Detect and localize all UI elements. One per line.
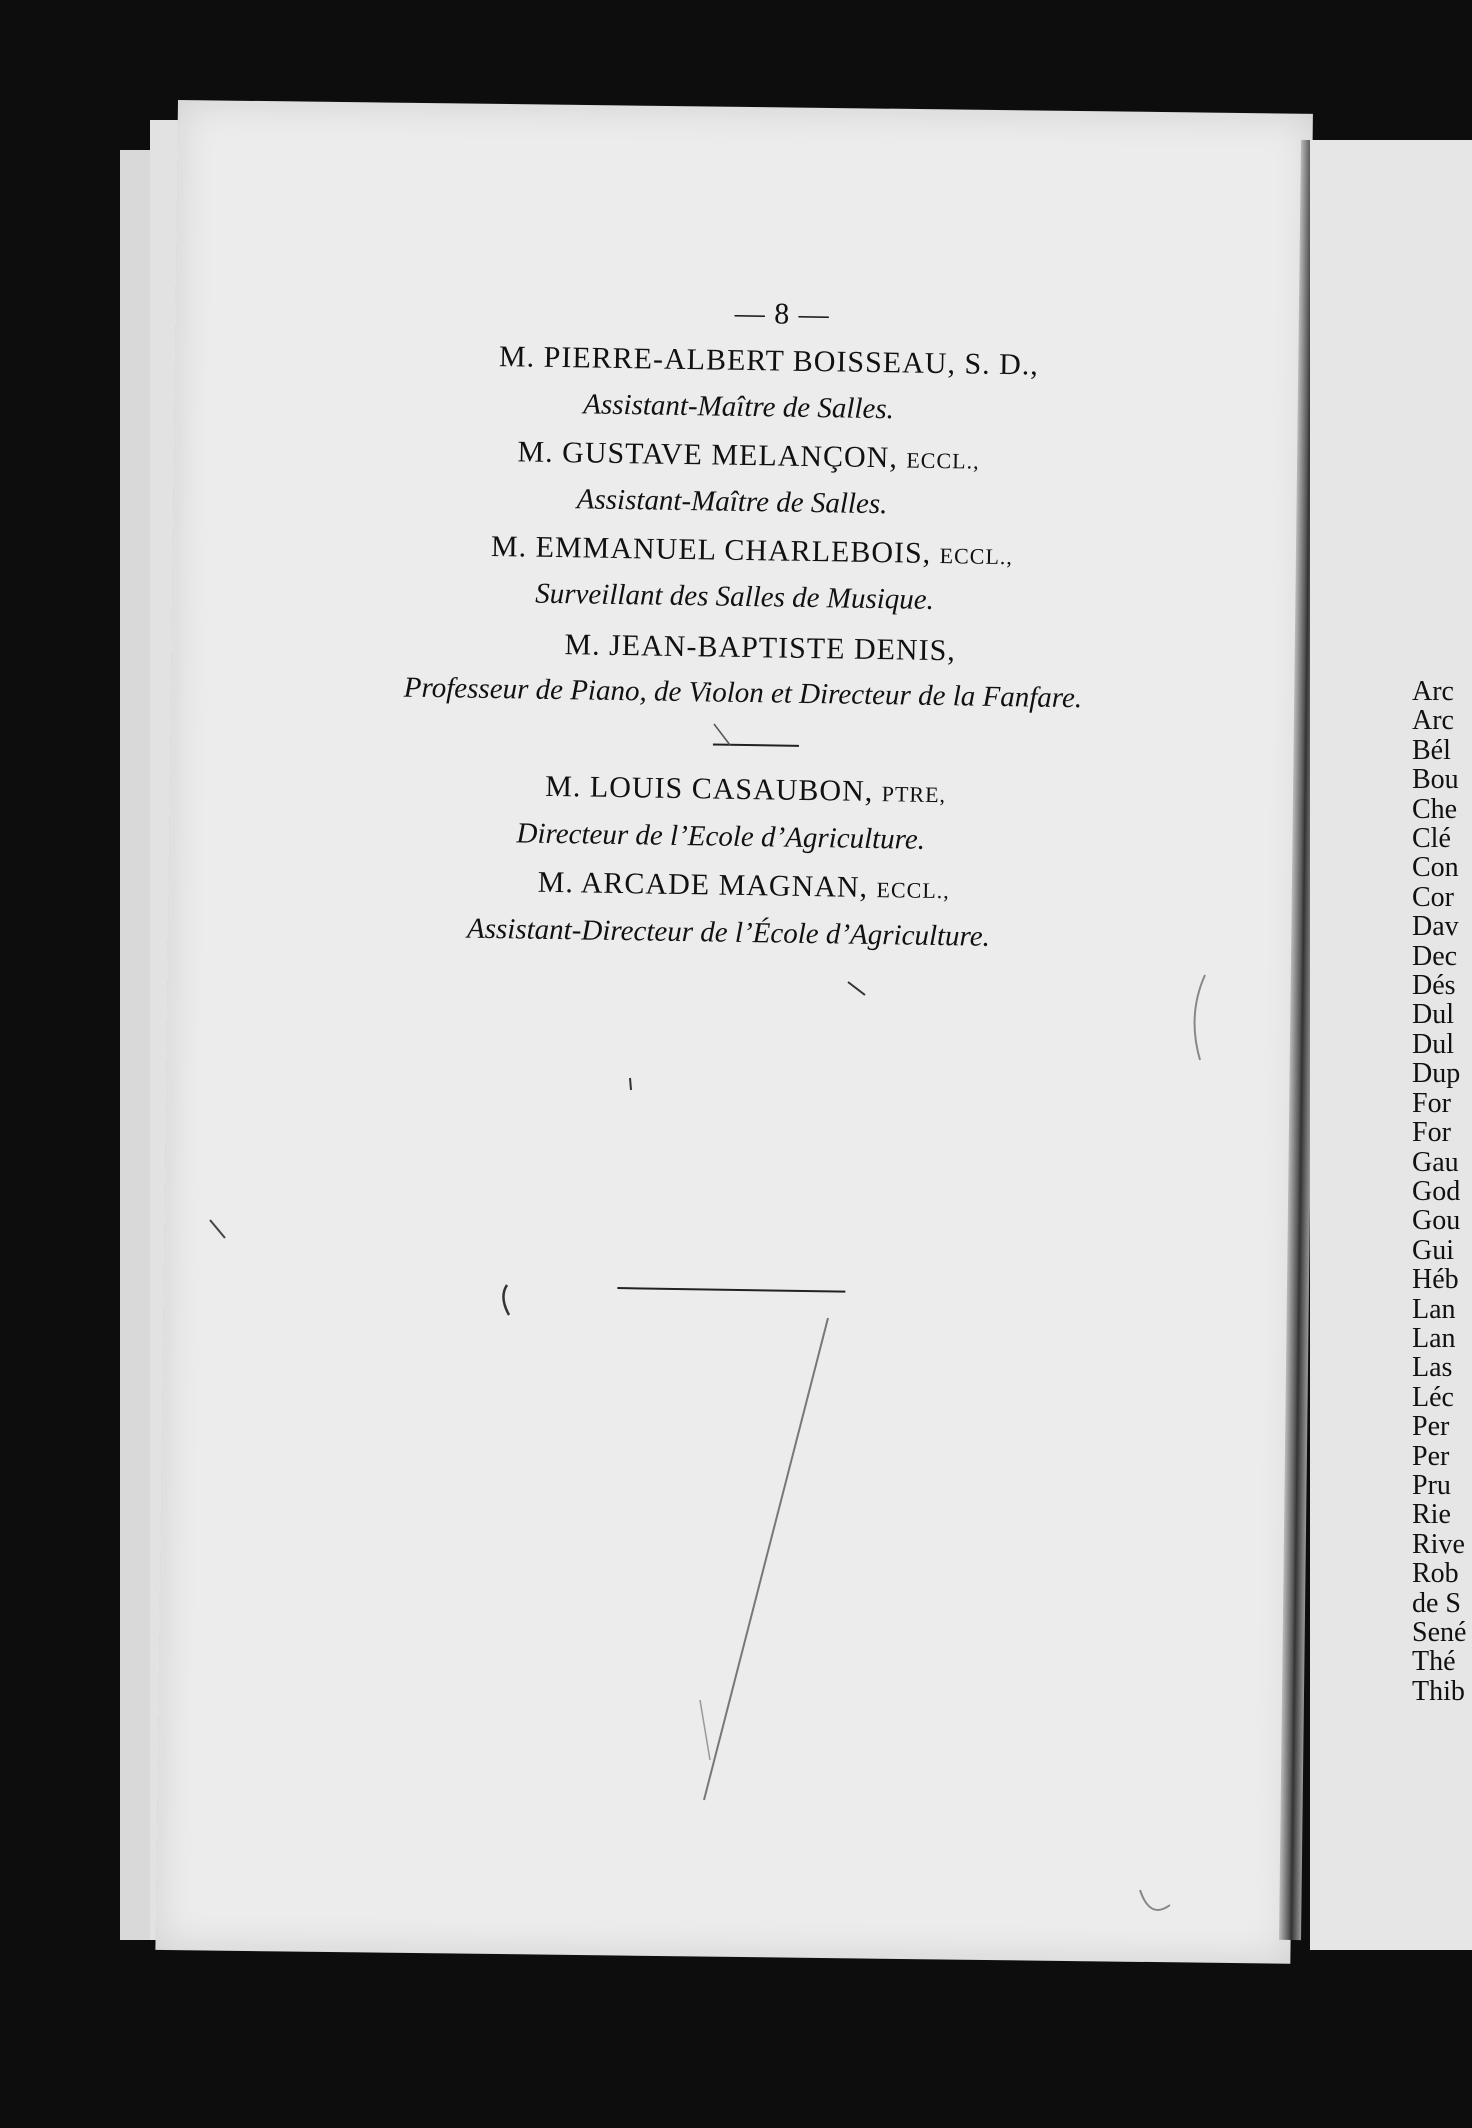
staff-name-text: M. GUSTAVE MELANÇON, xyxy=(517,435,899,475)
facing-word: Rie xyxy=(1412,1499,1451,1531)
staff-name xyxy=(499,340,1039,382)
facing-word: Gou xyxy=(1412,1205,1461,1237)
facing-word: Arc xyxy=(1412,677,1454,707)
staff-name xyxy=(545,770,946,810)
facing-word: Bél xyxy=(1412,734,1451,766)
facing-word: Gau xyxy=(1412,1146,1459,1178)
facing-word: Per xyxy=(1412,1411,1450,1443)
staff-name-text: M. LOUIS CASAUBON, xyxy=(545,769,874,809)
staff-role: Assistant-Directeur de l’École d’Agriculture. xyxy=(466,912,991,953)
facing-word: Lan xyxy=(1412,1322,1456,1354)
separator-rule xyxy=(713,743,799,746)
left-page-text xyxy=(159,100,1313,1318)
facing-word: Héb xyxy=(1412,1264,1459,1296)
facing-word: Clé xyxy=(1412,823,1451,855)
facing-word: Sené xyxy=(1412,1617,1467,1648)
staff-name xyxy=(564,628,956,668)
staff-name xyxy=(517,435,980,476)
staff-role: Assistant-Maître de Salles. xyxy=(576,483,888,521)
staff-name xyxy=(491,530,1013,572)
facing-word: Che xyxy=(1412,793,1458,825)
facing-word: Bou xyxy=(1412,764,1459,796)
facing-word: Dec xyxy=(1412,940,1458,972)
facing-word: Arc xyxy=(1412,705,1454,737)
staff-name-text: M. EMMANUEL CHARLEBOIS, xyxy=(490,529,932,570)
facing-word: Pru xyxy=(1412,1469,1451,1501)
staff-suffix: ECCL., xyxy=(876,877,950,904)
facing-word: Cor xyxy=(1412,881,1454,913)
staff-suffix: S. D., xyxy=(964,347,1040,382)
facing-word: For xyxy=(1412,1087,1451,1119)
facing-word: Dul xyxy=(1412,999,1454,1031)
facing-word: Thib xyxy=(1412,1675,1465,1707)
facing-word: Léc xyxy=(1412,1381,1454,1413)
facing-word: Rive xyxy=(1412,1528,1465,1560)
facing-word: Per xyxy=(1412,1440,1450,1472)
facing-word: Las xyxy=(1412,1352,1453,1384)
staff-name-text: M. JEAN-BAPTISTE DENIS, xyxy=(564,628,957,668)
staff-role: Directeur de l’Ecole d’Agriculture. xyxy=(516,817,926,856)
facing-word: Dés xyxy=(1412,970,1456,1002)
staff-name-text: M. ARCADE MAGNAN, xyxy=(537,865,869,904)
staff-name xyxy=(537,866,950,906)
facing-word: Dul xyxy=(1412,1028,1454,1060)
facing-word: Lan xyxy=(1412,1293,1456,1325)
facing-word: Dup xyxy=(1412,1058,1461,1090)
staff-role: Assistant-Maître de Salles. xyxy=(583,388,895,426)
staff-name-text: M. PIERRE-ALBERT BOISSEAU, xyxy=(498,340,957,381)
staff-role: Professeur de Piano, de Violon et Directeur de la Fanfare. xyxy=(403,671,1083,715)
facing-page-text xyxy=(1412,677,1472,1706)
page-number: — 8 — xyxy=(734,296,830,332)
staff-suffix: ECCL., xyxy=(906,447,980,474)
staff-suffix: PTRE, xyxy=(881,781,947,808)
facing-word: de S xyxy=(1412,1587,1461,1619)
staff-role: Surveillant des Salles de Musique. xyxy=(535,577,935,616)
facing-word: God xyxy=(1412,1175,1461,1207)
facing-word: For xyxy=(1412,1117,1451,1149)
facing-word: Gui xyxy=(1412,1234,1454,1266)
facing-word: Thé xyxy=(1412,1646,1456,1678)
facing-word: Rob xyxy=(1412,1558,1459,1590)
facing-word: Con xyxy=(1412,852,1459,884)
facing-word: Dav xyxy=(1412,911,1459,943)
staff-suffix: ECCL., xyxy=(939,543,1014,570)
closing-rule xyxy=(617,1287,845,1293)
